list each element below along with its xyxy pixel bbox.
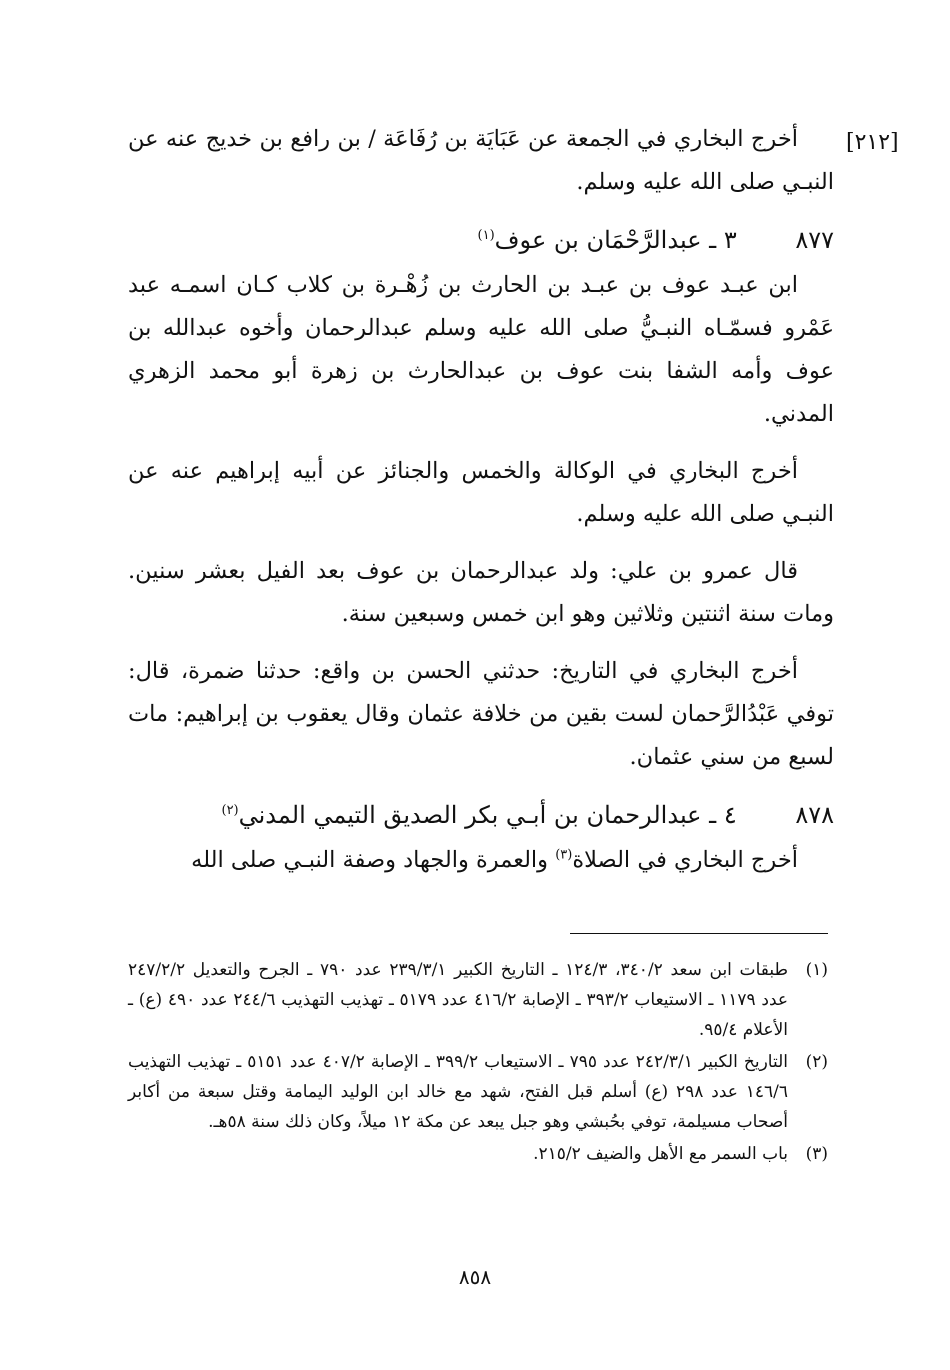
- entry-index: ٤: [723, 801, 737, 829]
- entry-dash: ـ: [709, 801, 717, 829]
- paragraph-bukhari-878: [128, 839, 834, 882]
- paragraph-text: أخرج البخاري في التاريخ: حدثني الحسن بن واقع: حدثنا ضمرة، قال: توفي عَبْدُالرَّحمان لست بقين من خلافة عثمان وقال يعقوب بن إبراهيم: مات لسبع من سني عثمان.: [128, 658, 834, 770]
- footnote-ref: (٣): [555, 847, 573, 863]
- footnote-ref: (١): [477, 228, 495, 243]
- main-text: [128, 118, 834, 896]
- paragraph-tarikh: [128, 650, 834, 779]
- footnote-2: [128, 1047, 828, 1137]
- paragraph-text: والعمرة والجهاد وصفة النبـي صلى الله: [191, 847, 556, 873]
- footnote-mark: (٣): [805, 1144, 828, 1164]
- paragraph-bukhari-877: [128, 450, 834, 536]
- entry-number: ٨٧٧: [795, 226, 834, 254]
- page-reference-marker: [٢١٢]: [846, 130, 899, 155]
- footnote-mark: (١): [805, 960, 828, 980]
- footnotes: [128, 955, 828, 1171]
- paragraph-intro: [128, 118, 834, 204]
- paragraph-text: قال عمرو بن علي: ولد عبدالرحمان بن عوف بعد الفيل بعشر سنين. ومات سنة اثنتين وثلاثين وهو ابن خمس وسبعين سنة.: [128, 558, 834, 627]
- paragraph-text: أخرج البخاري في الجمعة عن عَبَايَة بن رُفَاعَة / بن رافع بن خديج عنه عن النبـي صلى الله عليه وسلم.: [128, 126, 834, 195]
- footnote-text: باب السمر مع الأهل والضيف ٢١٥/٢.: [533, 1144, 788, 1164]
- footnote-ref: (٢): [221, 803, 239, 818]
- paragraph-text: أخرج البخاري في الصلاة: [572, 847, 798, 873]
- entry-dash: ـ: [709, 226, 717, 254]
- footnote-text: التاريخ الكبير ٢٤٢/٣/١ عدد ٧٩٥ ـ الاستيعاب ٣٩٩/٢ ـ الإصابة ٤٠٧/٢ عدد ٥١٥١ ـ تهذيب التهذيب ١٤٦/٦ عدد ٢٩٨ (ع) أسلم قبل الفتح، شهد مع خالد ابن الوليد اليمامة وقتل سبعة من أكابر أصحاب مسيلمة، توفي بحُبشي وهو جبل يبعد عن مكة ١٢ ميلاً، وكان ذلك سنة ٥٨هـ.: [128, 1052, 789, 1132]
- footnote-text: طبقات ابن سعد ٣٤٠/٢، ١٢٤/٣ ـ التاريخ الكبير ٢٣٩/٣/١ عدد ٧٩٠ ـ الجرح والتعديل ٢٤٧/٢/٢ عدد ١١٧٩ ـ الاستيعاب ٣٩٣/٢ ـ الإصابة ٤١٦/٢ عدد ٥١٧٩ ـ تهذيب التهذيب ٢٤٤/٦ عدد ٤٩٠ (ع) ـ الأعلام ٩٥/٤.: [128, 960, 789, 1040]
- entry-heading-877: [128, 218, 834, 262]
- entry-heading-878: [128, 793, 834, 837]
- entry-name: عبدالرحمان بن أبـي بكر الصديق التيمي المدني: [238, 801, 702, 829]
- entry-number: ٨٧٨: [795, 801, 834, 829]
- footnote-3: [128, 1139, 828, 1169]
- entry-index: ٣: [723, 226, 737, 254]
- footnote-separator: [570, 933, 828, 934]
- footnote-mark: (٢): [805, 1052, 828, 1072]
- paragraph-text: ابن عبـد عوف بن عبـد بن الحارث بن زُهْـرة بن كلاب كـان اسمـه عبد عَمْرو فسمّـاه النبـيُّ صلى الله عليه وسلم عبدالرحمان وأخوه عبدالله بن عوف وأمه الشفا بنت عوف بن عبدالحارث بن زهرة أبو محمد الزهري المدني.: [128, 272, 834, 427]
- paragraph-birth-death: [128, 550, 834, 636]
- footnote-1: [128, 955, 828, 1045]
- paragraph-text: أخرج البخاري في الوكالة والخمس والجنائز عن أبيه إبراهيم عنه عن النبـي صلى الله عليه وسلم.: [128, 458, 834, 527]
- entry-name: عبدالرَّحْمَان بن عوف: [494, 226, 702, 254]
- page-number: ٨٥٨: [458, 1265, 492, 1289]
- paragraph-lineage: [128, 264, 834, 436]
